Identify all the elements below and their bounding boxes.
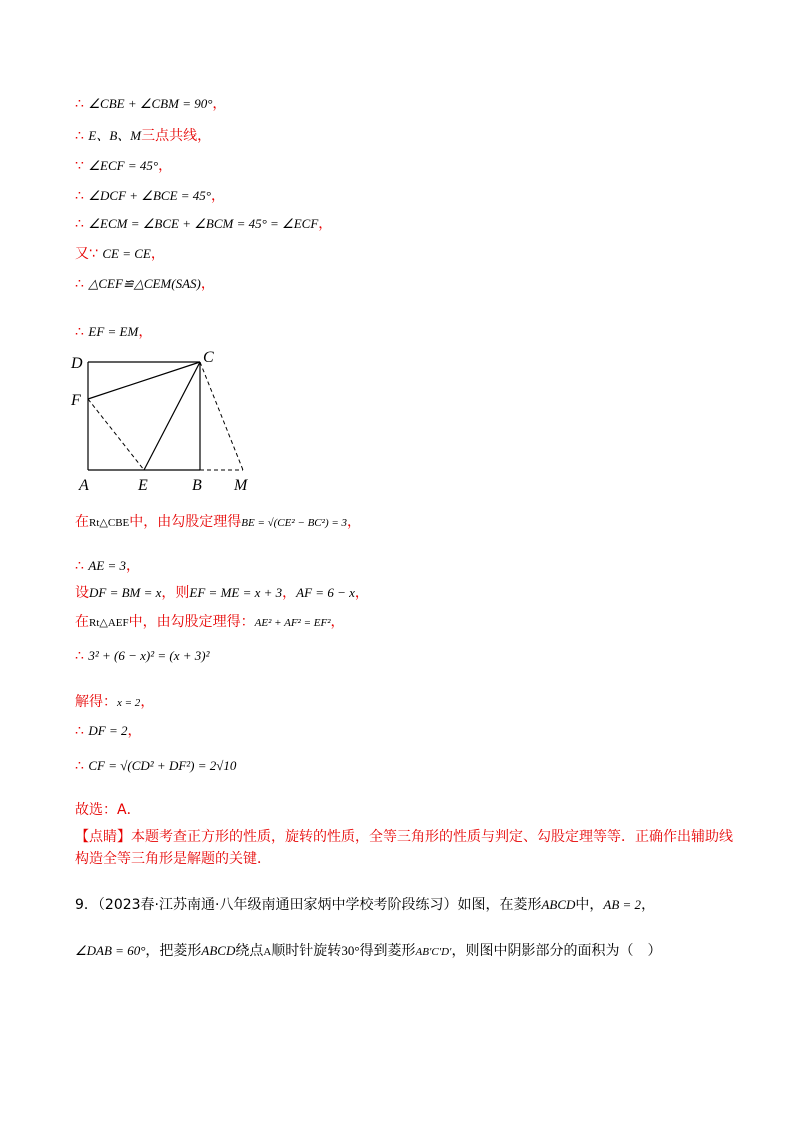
solution-line-6: [75, 692, 154, 713]
question-line-1: [75, 894, 655, 914]
proof-line-5: [75, 214, 332, 234]
red-text: 在: [75, 514, 89, 530]
math-expr: ∠DCF + ∠BCE = 45°: [88, 188, 211, 203]
punct: ，: [140, 694, 155, 710]
segment-FE: [88, 399, 144, 470]
punct: ，: [138, 324, 153, 340]
therefore-symbol: ∴: [75, 558, 84, 574]
proof-line-8: [75, 322, 152, 342]
math-expr: DF = 2: [88, 723, 128, 738]
label-E: E: [138, 477, 148, 494]
punct: ，: [354, 585, 369, 601]
label-D: D: [71, 355, 83, 372]
math-expr: ∠ECM = ∠BCE + ∠BCM = 45° = ∠ECF: [88, 216, 319, 231]
question-text: 中，: [575, 897, 604, 913]
math-expr: ∠CBE + ∠CBM = 90°: [88, 96, 213, 111]
proof-line-7: [75, 274, 215, 294]
punct: ，: [126, 558, 141, 574]
math-expr: AE² + AF² = EF²: [254, 617, 331, 629]
segment-CM: [200, 362, 243, 470]
punct: ，: [200, 276, 215, 292]
math-expr: ABCD: [541, 897, 576, 912]
math-expr: △CEF≌△CEM(SAS): [88, 276, 201, 291]
math-expr: EF = ME = x + 3: [189, 585, 283, 600]
question-text: 顺时针旋转: [271, 943, 342, 959]
proof-line-2: [75, 126, 211, 146]
question-source: （2023春·江苏南通·八年级南通田家炳中学校考阶段练习）如图，在菱形: [97, 897, 542, 913]
proof-line-4: [75, 186, 225, 206]
math-expr: E、B、M: [88, 128, 142, 143]
question-text: ，则图中阴影部分的面积为（ ）: [451, 943, 662, 959]
math-expr: EF = EM: [88, 324, 139, 339]
therefore-symbol: ∴: [75, 96, 84, 112]
red-text: 中，由勾股定理得: [129, 514, 242, 530]
punct: ，: [347, 514, 362, 530]
label-M: M: [234, 477, 248, 494]
math-expr: BE = √(CE² − BC²) = 3: [241, 517, 348, 529]
red-text: 中，由勾股定理得：: [128, 614, 255, 630]
solution-line-3: [75, 583, 369, 603]
label-F: F: [71, 392, 81, 409]
punct: ，: [158, 158, 173, 174]
question-number: 9．: [75, 897, 98, 913]
therefore-symbol: ∴: [75, 216, 84, 232]
math-expr: AF = 6 − x: [296, 585, 355, 600]
question-text: ，把菱形: [145, 943, 202, 959]
therefore-symbol: ∴: [75, 648, 84, 664]
comment-text: 本题考查正方形的性质，旋转的性质，全等三角形的性质与判定、勾股定理等等．正确作出辅助线构造全等三角形是解题的关键．: [75, 829, 733, 867]
red-text: 在: [75, 614, 89, 630]
therefore-symbol: ∴: [75, 723, 84, 739]
math-expr: Rt△AEF: [89, 617, 129, 629]
geometry-figure: [70, 348, 270, 498]
math-expr: CF = √(CD² + DF²) = 2√10: [88, 758, 237, 773]
also-because-symbol: 又∵: [75, 246, 98, 262]
therefore-symbol: ∴: [75, 276, 84, 292]
red-text: ，则: [161, 585, 190, 601]
math-expr: ABCD: [201, 943, 236, 958]
therefore-symbol: ∴: [75, 758, 84, 774]
proof-line-6: [75, 244, 165, 264]
math-expr: Rt△CBE: [89, 517, 130, 529]
label-C: C: [203, 349, 214, 366]
math-expr: ∠ECF = 45°: [88, 158, 159, 173]
punct: ，: [212, 96, 227, 112]
solution-line-2: [75, 556, 140, 576]
math-expr: AE = 3: [88, 558, 127, 573]
therefore-symbol: ∴: [75, 128, 84, 144]
question-line-2: [75, 940, 661, 960]
punct: ，: [330, 614, 345, 630]
math-expr: 30°: [341, 943, 360, 958]
question-text: ，: [641, 897, 656, 913]
math-expr: CE = CE: [102, 246, 151, 261]
label-A: A: [79, 477, 89, 494]
proof-line-1: [75, 94, 226, 114]
question-text: 绕点: [235, 943, 264, 959]
math-expr: AB′C′D′: [415, 946, 452, 958]
answer-line: 故选：A．: [75, 802, 141, 818]
solution-line-1: [75, 512, 361, 533]
punct: ，: [210, 188, 225, 204]
punct: ，: [150, 246, 165, 262]
math-expr: DF = BM = x: [89, 585, 162, 600]
question-text: 得到菱形: [359, 943, 416, 959]
therefore-symbol: ∴: [75, 188, 84, 204]
comment-tag: 【点睛】: [75, 829, 131, 845]
math-expr: 3² + (6 − x)² = (x + 3)²: [88, 648, 210, 663]
math-expr: AB = 2: [603, 897, 642, 912]
red-text: 三点共线: [141, 128, 198, 144]
solution-line-8: [75, 756, 236, 776]
math-expr: A: [263, 946, 272, 958]
because-symbol: ∵: [75, 158, 84, 174]
therefore-symbol: ∴: [75, 324, 84, 340]
punct: ，: [197, 128, 212, 144]
math-expr: ∠DAB = 60°: [75, 943, 146, 958]
red-text: 设: [75, 585, 89, 601]
punct: ，: [282, 585, 297, 601]
solution-line-5: [75, 646, 210, 666]
solution-line-7: [75, 721, 141, 741]
math-expr: x = 2: [117, 697, 141, 709]
red-text: 解得：: [75, 694, 117, 710]
proof-line-3: [75, 156, 172, 176]
comment-paragraph: [75, 826, 735, 870]
label-B: B: [192, 477, 202, 494]
solution-line-4: [75, 612, 345, 633]
punct: ，: [127, 723, 142, 739]
punct: ，: [318, 216, 333, 232]
